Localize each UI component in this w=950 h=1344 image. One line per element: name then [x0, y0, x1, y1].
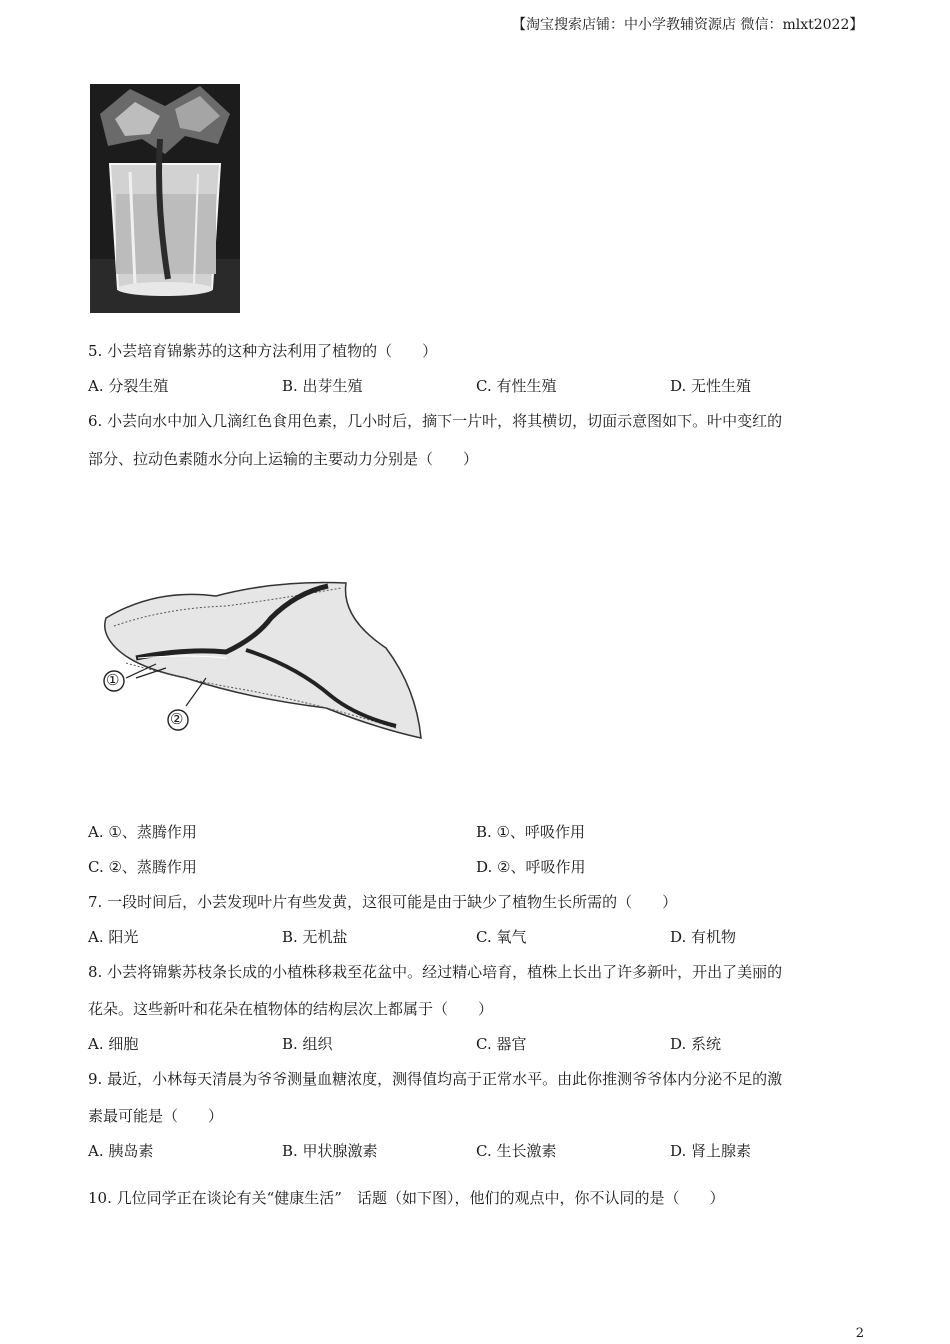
q9-stem-line1: 9. 最近，小林每天清晨为爷爷测量血糖浓度，测得值均高于正常水平。由此你推测爷爷体内分泌不足的激 [88, 1070, 783, 1088]
q6-option-a: A. ①、蒸腾作用 [88, 823, 197, 841]
q9-option-b: B. 甲状腺激素 [282, 1142, 378, 1160]
q5-option-a: A. 分裂生殖 [88, 377, 169, 395]
q9-option-c: C. 生长激素 [476, 1142, 557, 1160]
q6-option-d: D. ②、呼吸作用 [476, 858, 586, 876]
figure-label-1: ① [106, 671, 120, 689]
plant-cutting-photo [90, 84, 240, 313]
q7-option-d: D. 有机物 [670, 928, 737, 946]
q8-stem-line1: 8. 小芸将锦紫苏枝条长成的小植株移栽至花盆中。经过精心培育，植株上长出了许多新叶，开出了美丽的 [88, 963, 783, 981]
q7-option-c: C. 氧气 [476, 928, 527, 946]
q9-option-a: A. 胰岛素 [88, 1142, 154, 1160]
q5-option-b: B. 出芽生殖 [282, 377, 363, 395]
q6-stem-line2: 部分、拉动色素随水分向上运输的主要动力分别是（ ） [88, 450, 479, 468]
q5-option-d: D. 无性生殖 [670, 377, 752, 395]
q7-stem: 7. 一段时间后，小芸发现叶片有些发黄，这很可能是由于缺少了植物生长所需的（ ） [88, 893, 678, 911]
q6-stem-line1: 6. 小芸向水中加入几滴红色食用色素，几小时后，摘下一片叶，将其横切，切面示意图如下。叶中变红的 [88, 412, 783, 430]
q8-option-c: C. 器官 [476, 1035, 527, 1053]
q7-option-b: B. 无机盐 [282, 928, 348, 946]
q5-stem: 5. 小芸培育锦紫苏的这种方法利用了植物的（ ） [88, 342, 438, 360]
q7-option-a: A. 阳光 [88, 928, 139, 946]
q6-option-b: B. ①、呼吸作用 [476, 823, 586, 841]
q9-stem-line2: 素最可能是（ ） [88, 1107, 224, 1125]
q8-option-a: A. 细胞 [88, 1035, 139, 1053]
figure-label-2: ② [170, 710, 184, 728]
leaf-cross-section-figure [96, 578, 426, 748]
q6-option-c: C. ②、蒸腾作用 [88, 858, 197, 876]
header-note: 【淘宝搜索店铺：中小学教辅资源店 微信：mlxt2022】 [512, 17, 864, 33]
page-number: 2 [855, 1326, 864, 1341]
q10-stem: 10. 几位同学正在谈论有关“健康生活” 话题（如下图），他们的观点中，你不认同的是（ ） [88, 1189, 725, 1207]
q8-option-d: D. 系统 [670, 1035, 722, 1053]
q8-option-b: B. 组织 [282, 1035, 333, 1053]
q5-option-c: C. 有性生殖 [476, 377, 557, 395]
q8-stem-line2: 花朵。这些新叶和花朵在植物体的结构层次上都属于（ ） [88, 1000, 494, 1018]
q9-option-d: D. 肾上腺素 [670, 1142, 752, 1160]
